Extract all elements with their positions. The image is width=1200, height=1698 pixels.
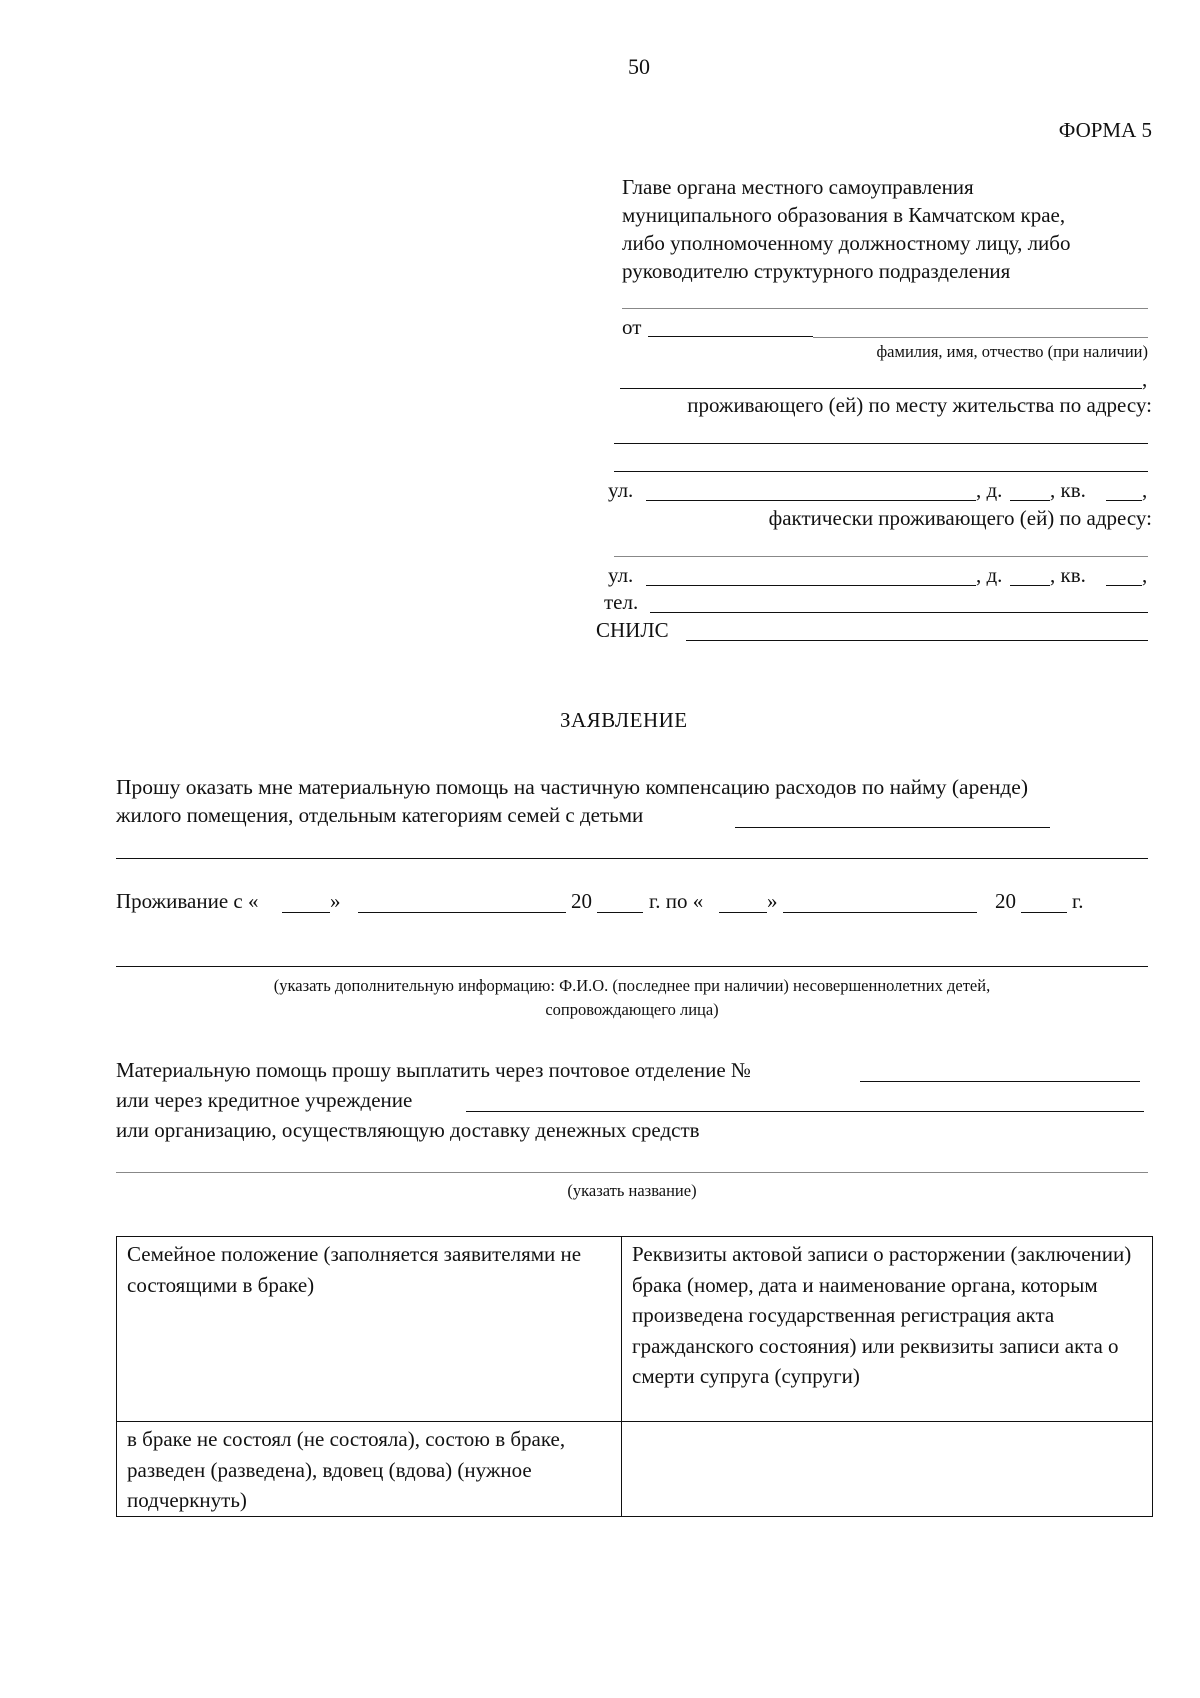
fio-caption: фамилия, имя, отчество (при наличии) [876, 342, 1148, 361]
actual-address-line[interactable] [614, 556, 1148, 557]
street-field-actual[interactable] [646, 585, 976, 586]
phone-label: тел. [604, 590, 639, 614]
addressee-line-1: Главе органа местного самоуправления [622, 175, 974, 199]
period-year-suffix: г. [1072, 889, 1084, 913]
additional-info-caption-1: (указать дополнительную информацию: Ф.И.О. (последнее при наличии) несовершеннолетних детей, [273, 976, 991, 995]
residence-address-line-1[interactable] [614, 443, 1148, 444]
house-field-actual[interactable] [1010, 585, 1050, 586]
to-month-field[interactable] [783, 912, 977, 913]
from-close-quote: » [330, 889, 341, 913]
addressee-blank-line[interactable] [622, 308, 1148, 309]
from-year-field[interactable] [597, 912, 643, 913]
payment-line-1: Материальную помощь прошу выплатить через почтовое отделение № [116, 1058, 751, 1082]
period-from-label: Проживание с « [116, 889, 259, 913]
flat-label: , кв. [1050, 478, 1086, 502]
post-office-field[interactable] [860, 1081, 1140, 1082]
actual-residence-label: фактически проживающего (ей) по адресу: [768, 506, 1152, 530]
flat-field-actual[interactable] [1106, 585, 1142, 586]
to-year-field[interactable] [1021, 912, 1067, 913]
from-year-prefix: 20 [571, 889, 592, 913]
to-day-field[interactable] [719, 912, 767, 913]
fio-comma: , [1142, 367, 1148, 391]
from-field-short[interactable] [648, 336, 813, 337]
addressee-line-2: муниципального образования в Камчатском крае, [622, 203, 1066, 227]
street-field[interactable] [646, 500, 976, 501]
additional-info-caption-2: сопровождающего лица) [545, 1000, 719, 1019]
to-close-quote: » [767, 889, 778, 913]
request-line-1: Прошу оказать мне материальную помощь на частичную компенсацию расходов по найму (аренде) [116, 775, 1029, 799]
fio-continuation-field[interactable] [620, 388, 1142, 389]
credit-institution-field[interactable] [466, 1111, 1144, 1112]
table-row [117, 1422, 1153, 1517]
residence-label: проживающего (ей) по месту жительства по адресу: [687, 393, 1152, 417]
request-line-2: жилого помещения, отдельным категориям семей с детьми [116, 803, 644, 827]
house-label: , д. [976, 478, 1003, 502]
statement-title: ЗАЯВЛЕНИЕ [560, 708, 688, 732]
family-status-table [116, 1236, 1153, 1517]
to-year-prefix: 20 [995, 889, 1016, 913]
addressee-line-4: руководителю структурного подразделения [622, 259, 1011, 283]
house-field[interactable] [1010, 500, 1050, 501]
from-field-long[interactable] [813, 337, 1148, 338]
flat-field[interactable] [1106, 500, 1142, 501]
additional-info-field[interactable] [116, 966, 1148, 967]
page-number: 50 [628, 54, 650, 79]
from-label: от [622, 315, 642, 339]
delivery-organization-field[interactable] [116, 1172, 1148, 1173]
residence-address-line-2[interactable] [614, 471, 1148, 472]
flat-comma-actual: , [1142, 563, 1148, 587]
payment-line-3: или организацию, осуществляющую доставку денежных средств [116, 1118, 700, 1142]
from-day-field[interactable] [282, 912, 330, 913]
table-header-row [117, 1237, 1153, 1422]
form-label: ФОРМА 5 [1058, 118, 1152, 142]
phone-field[interactable] [650, 612, 1148, 613]
snils-field[interactable] [686, 640, 1148, 641]
marriage-record-header: Реквизиты актовой записи о расторжении (заключении) брака (номер, дата и наименование органа, которым произведена государственная регистрация акта гражданского состояния) или реквизиты записи акта о смерти супруга (супруги) [622, 1237, 1153, 1422]
from-month-field[interactable] [358, 912, 566, 913]
street-label: ул. [608, 478, 634, 502]
addressee-line-3: либо уполномоченному должностному лицу, либо [622, 231, 1071, 255]
marriage-record-field[interactable] [622, 1422, 1153, 1517]
request-continuation-line[interactable] [116, 858, 1148, 859]
house-label-actual: , д. [976, 563, 1003, 587]
family-status-options[interactable]: в браке не состоял (не состояла), состою в браке, разведен (разведена), вдовец (вдова) (нужное подчеркнуть) [117, 1422, 622, 1517]
flat-comma: , [1142, 478, 1148, 502]
street-label-actual: ул. [608, 563, 634, 587]
payment-caption: (указать название) [567, 1181, 697, 1200]
snils-label: СНИЛС [596, 618, 669, 642]
family-category-field[interactable] [735, 827, 1050, 828]
period-to-label: г. по « [649, 889, 704, 913]
flat-label-actual: , кв. [1050, 563, 1086, 587]
payment-line-2: или через кредитное учреждение [116, 1088, 413, 1112]
family-status-header: Семейное положение (заполняется заявителями не состоящими в браке) [117, 1237, 622, 1422]
